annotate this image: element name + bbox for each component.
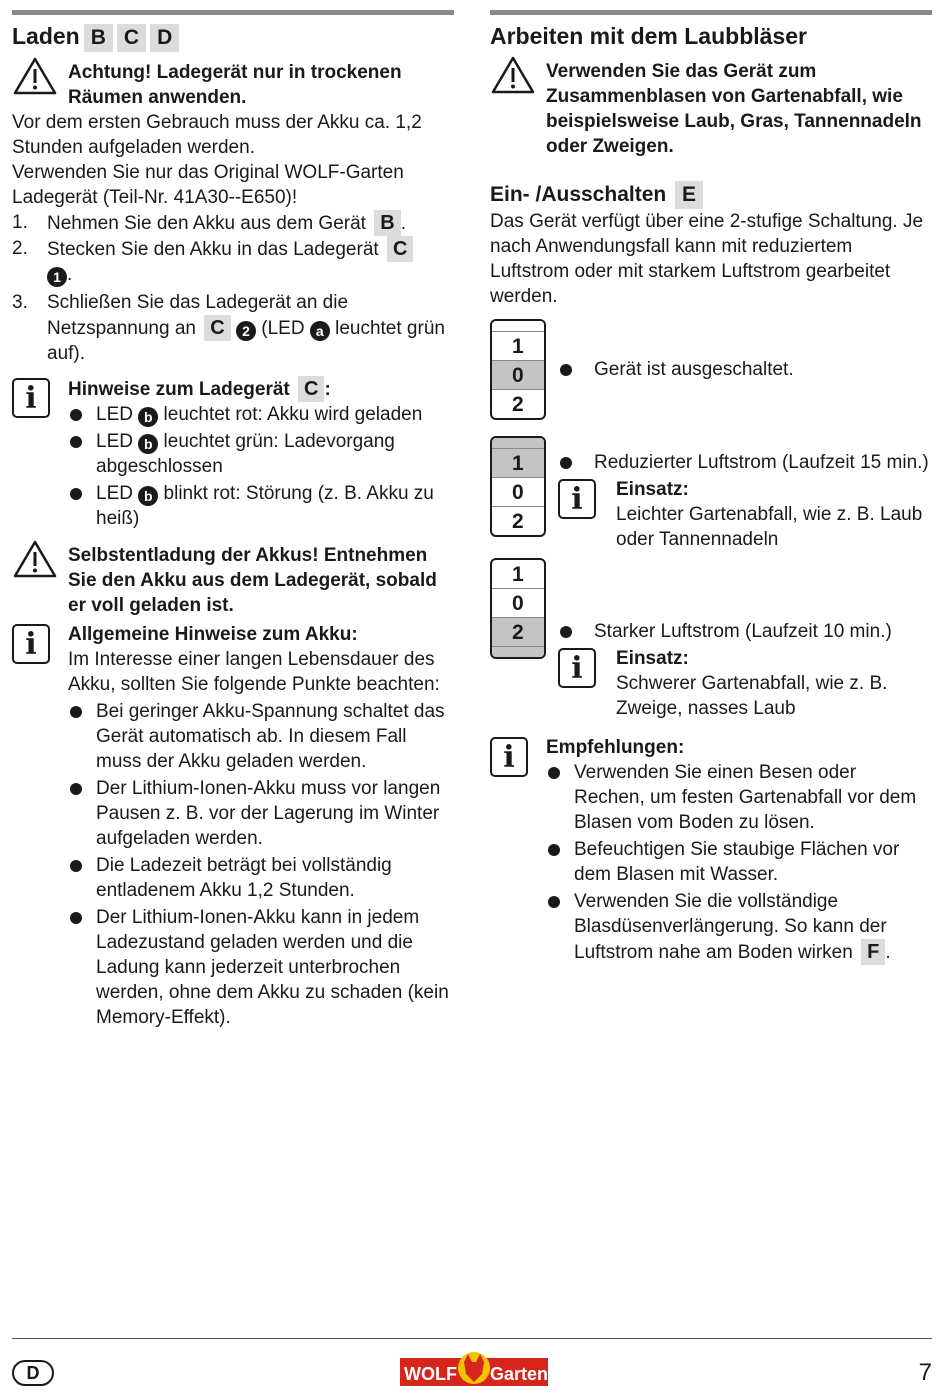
top-rule: [490, 10, 932, 15]
info-icon: i: [490, 737, 528, 777]
section-title-arbeiten: Arbeiten mit dem Laubbläser: [490, 23, 807, 49]
list-item: 3. Schließen Sie das Ladegerät an die Netzspannung an C 2 (LED a leuchtet grün auf).: [12, 292, 445, 364]
warning-block: [12, 539, 454, 618]
list-item: 1. Nehmen Sie den Akku aus dem Gerät B .: [12, 212, 406, 234]
list-item: Der Lithium-Ionen-Akku muss vor langen Pausen z. B. vor der Lagerung im Winter aufgeladen werden.: [68, 776, 454, 851]
recommendations-list: [546, 760, 932, 965]
list-item: Reduzierter Luftstrom (Laufzeit 15 min.): [558, 450, 932, 475]
ref-label: F: [861, 939, 885, 965]
warning-icon: [490, 55, 546, 95]
info-title: Allgemeine Hinweise zum Akku:: [68, 624, 358, 645]
info-block-charger: [12, 376, 454, 533]
charger-notes-list: [68, 402, 454, 531]
wolf-garten-logo: [400, 1352, 548, 1388]
section-title-laden: Laden B C D: [12, 21, 454, 52]
page-number: 7: [918, 1359, 932, 1386]
callout-letter: a: [310, 321, 330, 341]
list-item: Gerät ist ausgeschaltet.: [558, 357, 794, 382]
list-item: Befeuchtigen Sie staubige Flächen vor dem Blasen mit Wasser.: [546, 837, 932, 887]
switch-diagram: 1 0 2: [490, 319, 546, 420]
subsection-title: Ein- /Ausschalten E: [490, 181, 932, 209]
list-item: LED b leuchtet rot: Akku wird geladen: [68, 402, 454, 427]
ref-label: C: [387, 236, 413, 262]
svg-text:Garten: Garten: [490, 1364, 548, 1384]
info-icon: i: [12, 624, 50, 664]
info-block-general: [12, 622, 454, 1032]
ref-label: B: [84, 24, 113, 52]
paragraph: Vor dem ersten Gebrauch muss der Akku ca. 1,2 Stunden aufgeladen werden.: [12, 112, 422, 158]
info-block-use: i Einsatz: Leichter Gartenabfall, wie z. B. Laub oder Tannennadeln: [558, 477, 932, 552]
right-column: [490, 10, 932, 967]
info-title: Hinweise zum Ladegerät C :: [68, 378, 331, 400]
ref-label: C: [117, 24, 146, 52]
info-block-use: i Einsatz: Schwerer Gartenabfall, wie z. B. Zweige, nasses Laub: [558, 646, 932, 721]
warning-text: Selbstentladung der Akkus! Entnehmen Sie den Akku aus dem Ladegerät, sobald er voll geladen ist.: [68, 545, 437, 616]
ref-label: D: [150, 24, 179, 52]
ref-label: C: [204, 315, 230, 341]
steps-list: [12, 210, 454, 366]
ref-label: E: [675, 181, 703, 209]
list-item: Starker Luftstrom (Laufzeit 10 min.): [558, 619, 932, 644]
switch-state-off: [490, 319, 932, 420]
warning-icon: [12, 539, 68, 579]
left-column: [12, 10, 454, 1032]
general-notes-list: [68, 699, 454, 1030]
info-title: Empfehlungen:: [546, 737, 685, 758]
top-rule: [12, 10, 454, 15]
info-icon: i: [558, 479, 596, 519]
ref-label: B: [374, 210, 400, 236]
paragraph: Verwenden Sie nur das Original WOLF-Garten Ladegerät (Teil-Nr. 41A30--E650)!: [12, 162, 404, 208]
list-item: Verwenden Sie die vollständige Blasdüsenverlängerung. So kann der Luftstrom nahe am Boden wirken F .: [546, 889, 932, 965]
ref-label: C: [298, 376, 324, 402]
list-item: Verwenden Sie einen Besen oder Rechen, um festen Gartenabfall vor dem Blasen vom Boden zu lösen.: [546, 760, 932, 835]
footer-rule: [12, 1338, 932, 1339]
list-item: 2. Stecken Sie den Akku in das Ladegerät C 1 .: [12, 236, 454, 287]
switch-state-strong: [490, 558, 932, 721]
switch-diagram: 1 0 2: [490, 558, 546, 659]
switch-state-reduced: [490, 436, 932, 552]
list-item: Bei geringer Akku-Spannung schaltet das Gerät automatisch ab. In diesem Fall muss der Akku geladen werden.: [68, 699, 454, 774]
info-icon: i: [12, 378, 50, 418]
callout-number: 1: [47, 267, 67, 287]
paragraph: Im Interesse einer langen Lebensdauer des Akku, sollten Sie folgende Punkte beachten:: [68, 649, 440, 695]
warning-block: [12, 56, 454, 110]
list-item: LED b leuchtet grün: Ladevorgang abgeschlossen: [68, 429, 454, 479]
warning-icon: [12, 56, 68, 96]
list-item: LED b blinkt rot: Störung (z. B. Akku zu heiß): [68, 481, 454, 531]
language-badge: D: [12, 1360, 54, 1386]
list-item: Der Lithium-Ionen-Akku kann in jedem Ladezustand geladen werden und die Ladung kann jederzeit unterbrochen werden, ohne dem Akku zu schaden (kein Memory-Effekt).: [68, 905, 454, 1030]
switch-diagram: 1 0 2: [490, 436, 546, 537]
list-item: Die Ladezeit beträgt bei vollständig entladenem Akku 1,2 Stunden.: [68, 853, 454, 903]
warning-text: Achtung! Ladegerät nur in trockenen Räumen anwenden.: [68, 62, 402, 108]
callout-number: 2: [236, 321, 256, 341]
warning-block: [490, 55, 932, 159]
info-icon: i: [558, 648, 596, 688]
warning-text: Verwenden Sie das Gerät zum Zusammenblasen von Gartenabfall, wie beispielsweise Laub, Gras, Tannennadeln oder Zweigen.: [546, 61, 922, 157]
info-block-recommendations: [490, 735, 932, 967]
svg-text:WOLF: WOLF: [404, 1364, 457, 1384]
paragraph: Das Gerät verfügt über eine 2-stufige Schaltung. Je nach Anwendungsfall kann mit reduziertem Luftstrom oder mit starkem Luftstrom gearbeitet werden.: [490, 211, 924, 307]
